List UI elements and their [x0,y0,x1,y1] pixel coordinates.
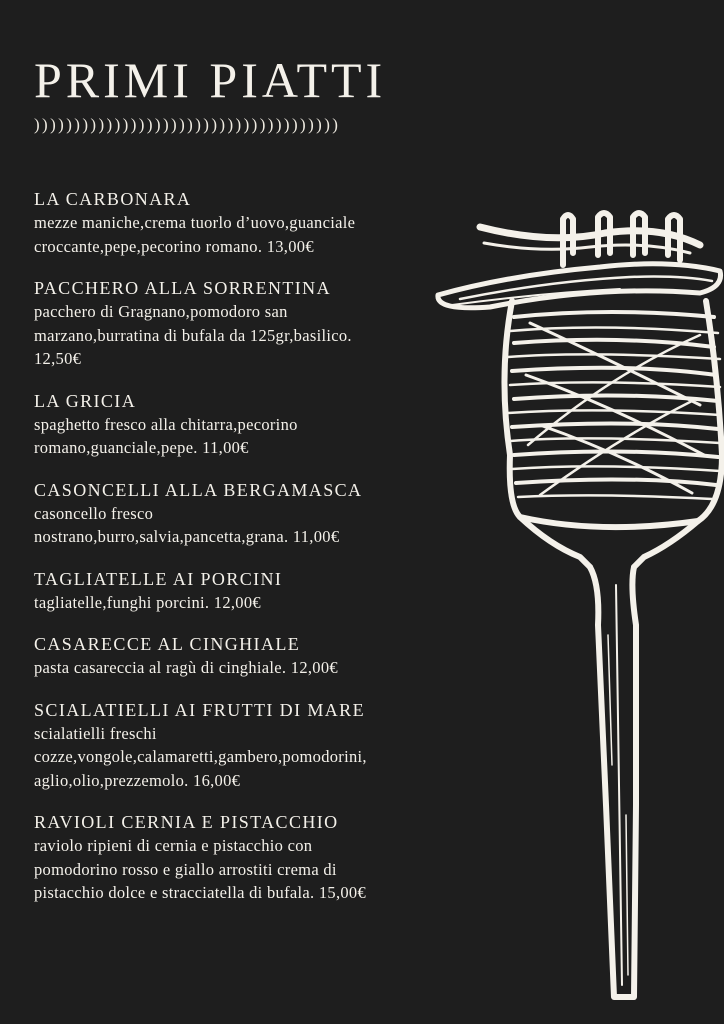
menu-item [34,389,474,460]
description-line: raviolo ripieni di cernia e pistacchio con [34,836,313,855]
description-line: pacchero di Gragnano,pomodoro san [34,302,288,321]
menu-item [34,632,474,680]
menu-items-list [34,187,474,923]
description-line: cozze,vongole,calamaretti,gambero,pomodorini, [34,747,367,766]
description-line: 12,50€ [34,349,82,368]
description-line: romano,guanciale,pepe. 11,00€ [34,438,249,457]
menu-item-description [34,300,474,371]
decorative-divider: )))))))))))))))))))))))))))))))))))))) [34,115,341,134]
description-line: mezze maniche,crema tuorlo d’uovo,guanciale [34,213,356,232]
menu-item-name: RAVIOLI CERNIA E PISTACCHIO [34,812,339,832]
menu-item-description [34,656,474,680]
menu-item [34,478,474,549]
description-line: marzano,burratina di bufala da 125gr,basilico. [34,325,352,345]
page-title: PRIMI PIATTI [34,52,387,108]
description-line: pasta casareccia al ragù di cinghiale. 12,00€ [34,658,338,677]
menu-item-name: PACCHERO ALLA SORRENTINA [34,278,331,298]
description-line: nostrano,burro,salvia,pancetta,grana. 11,00€ [34,527,340,546]
description-line: scialatielli freschi [34,723,157,743]
fork-with-pasta-icon [430,205,724,1005]
description-line: aglio,olio,prezzemolo. 16,00€ [34,770,241,790]
menu-item [34,276,474,371]
description-line: croccante,pepe,pecorino romano. 13,00€ [34,236,314,256]
description-line: spaghetto fresco alla chitarra,pecorino [34,414,298,434]
menu-item-name: CASONCELLI ALLA BERGAMASCA [34,479,363,500]
menu-item-name: LA GRICIA [34,390,137,411]
menu-item-description [34,211,474,258]
description-line: casoncello fresco [34,503,154,523]
menu-item [34,698,474,793]
menu-item [34,810,474,905]
menu-item-name: TAGLIATELLE AI PORCINI [34,568,283,589]
menu-item-description [34,722,474,793]
menu-item-name: SCIALATIELLI AI FRUTTI DI MARE [34,699,365,720]
description-line: pomodorino rosso e giallo arrostiti crema di [34,859,337,879]
menu-item-name: LA CARBONARA [34,189,192,209]
description-line: tagliatelle,funghi porcini. 12,00€ [34,592,261,612]
menu-item-description [34,413,474,460]
menu-item [34,567,474,615]
menu-item-description [34,502,474,549]
description-line: pistacchio dolce e stracciatella di bufala. 15,00€ [34,883,367,902]
menu-item [34,187,474,258]
menu-item-name: CASARECCE AL CINGHIALE [34,634,301,654]
menu-item-description [34,591,474,615]
menu-item-description [34,834,474,905]
